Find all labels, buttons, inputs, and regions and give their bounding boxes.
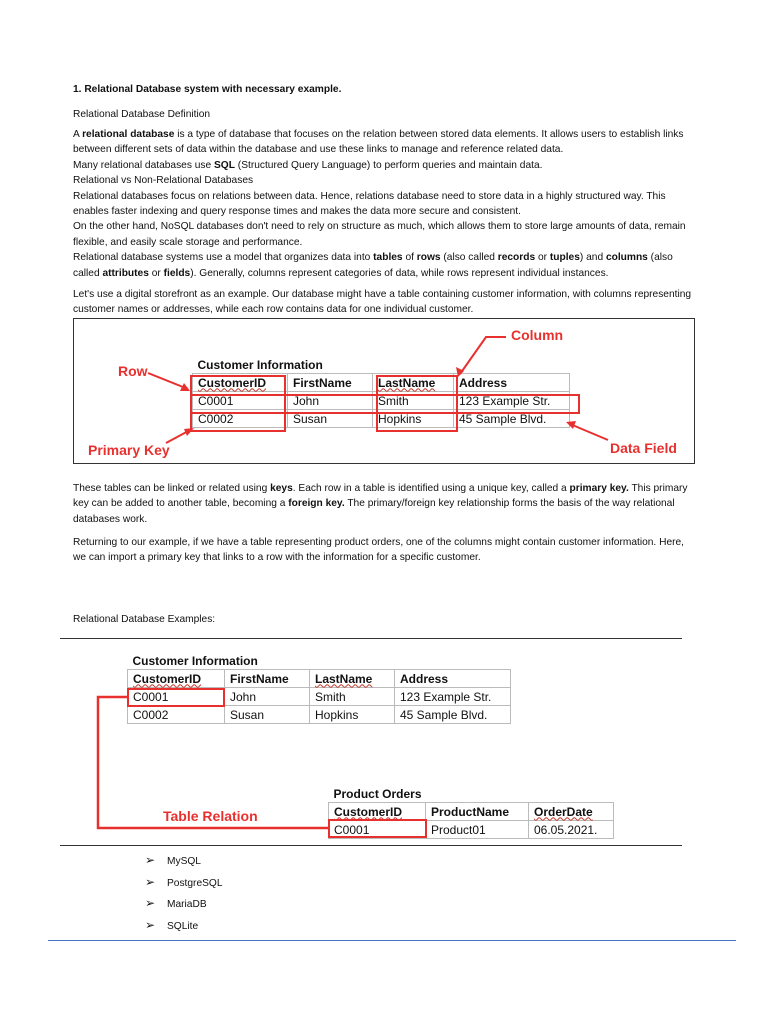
tables-rows-paragraph: Relational database systems use a model that organizes data into tables of rows (also called records or tuples) and columns (also called attributes or fields). Generally, columns represent categories of data, while rows represent individual instances. [73,252,673,279]
definition-paragraph: A relational database is a type of database that focuses on the relation between stored data elements. It allows users to establish links between different sets of data within the database and use these links to manage and reference related data. Many relational databases use SQL (Structured Query Language) to perform queries and maintain data. Relational vs Non-Relational Databases Relational databases focus on relations between data. Hence, relations database need to store data in a highly structured way. This enables faster indexing and query response times and makes the data more secure and consistent. On the other hand, NoSQL databases don't need to rely on structure as much, which allows them to store large amounts of data, remain flexible, and easily scale storage and performance. Relational database systems use a model that organizes data into tables of rows (also called records or tuples) and columns (also called attributes or fields). Generally, columns represent categories of data, while rows represent individual instances. [73,129,686,279]
table-row: C0001 John Smith 123 Example Str. [128,688,511,706]
keys-paragraph: These tables can be linked or related using keys. Each row in a table is identified using a unique key, called a primary key. This primary key can be added to another table, becoming a foreign key. The primary/foreign key relationship forms the basis of the way relational databases work. [73,483,688,525]
table-header-row: CustomerID FirstName LastName Address [193,374,570,392]
table-header-row: CustomerID ProductName OrderDate [329,803,614,821]
list-item: ➢ MySQL [145,853,201,867]
row-arrow [148,373,188,389]
data-field-arrow [570,424,608,440]
table-row: C0001 John Smith 123 Example Str. [193,392,570,410]
table-row: C0002 Susan Hopkins 45 Sample Blvd. [128,706,511,724]
table-header-row: CustomerID FirstName LastName Address [128,670,511,688]
arrow-bullet-icon: ➢ [145,875,156,889]
list-item: ➢ SQLite [145,918,199,932]
table-title: Customer Information [128,652,511,670]
primary-key-arrowhead [184,428,194,436]
arrow-bullet-icon: ➢ [145,918,156,932]
column-arrow [460,337,506,374]
page-heading: 1. Relational Database system with necessary example. [73,84,342,95]
relation-line [60,639,682,845]
footer-rule [48,940,736,941]
table-title: Product Orders [329,785,614,803]
label-column: Column [511,327,564,343]
returning-paragraph: Returning to our example, if we have a table representing product orders, one of the columns might contain customer information. Here, we can import a primary key that links to a row with the information for a specific customer. [73,537,685,564]
label-row: Row [118,363,148,379]
figure-table-anatomy [73,318,695,464]
label-primary-key: Primary Key [88,442,170,458]
subheading-vs: Relational vs Non-Relational Databases [73,175,254,187]
arrow-bullet-icon: ➢ [145,896,156,910]
data-field-arrowhead [566,421,576,429]
label-data-field: Data Field [610,440,677,456]
example-intro-paragraph: Let's use a digital storefront as an example. Our database might have a table containing customer information, with columns representing customer names or addresses, while each row contains data for one individual customer. [73,289,692,316]
list-item: ➢ PostgreSQL [145,875,223,889]
subheading-definition: Relational Database Definition [73,109,211,120]
arrow-bullet-icon: ➢ [145,853,156,867]
table-row: C0002 Susan Hopkins 45 Sample Blvd. [193,410,570,428]
label-table-relation: Table Relation [163,808,258,824]
table-title: Customer Information [193,356,570,374]
table-row: C0001 Product01 06.05.2021. [329,821,614,839]
examples-heading: Relational Database Examples: [73,614,216,625]
annotation-arrows [74,319,694,463]
list-item: ➢ MariaDB [145,896,207,910]
figure-table-relation [60,638,682,846]
